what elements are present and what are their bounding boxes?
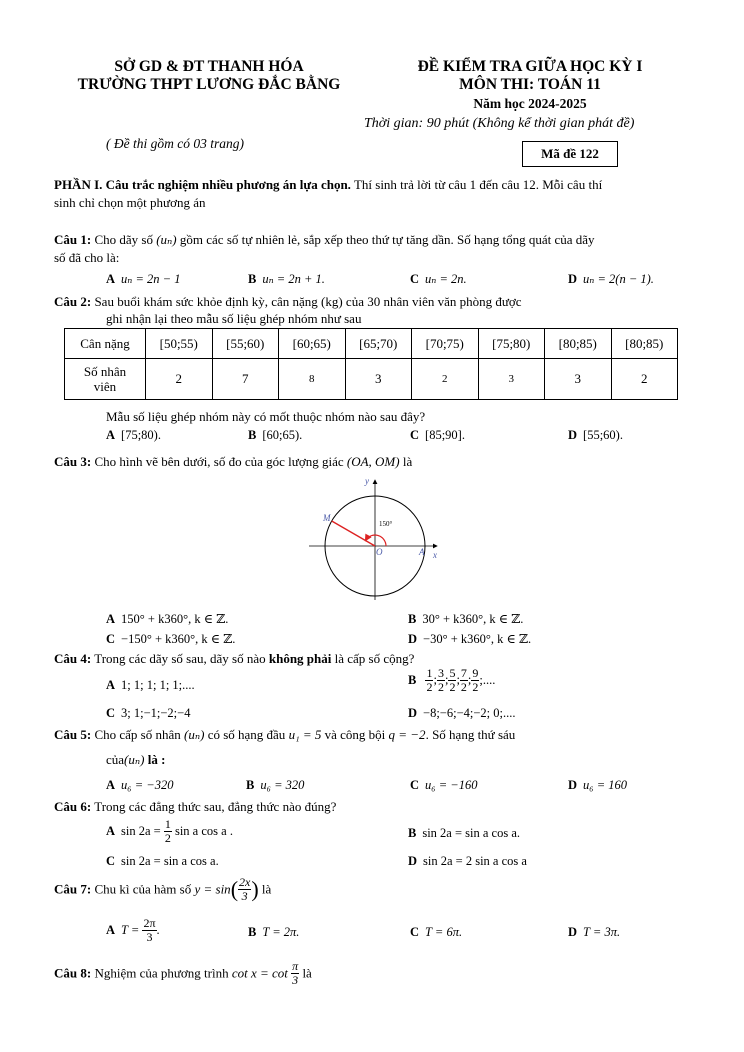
part1-line1 (54, 177, 602, 193)
numerator: 7 (460, 666, 467, 680)
numerator: 3 (437, 666, 444, 680)
school-name: TRƯỜNG THPT LƯƠNG ĐẮC BẰNG (77, 76, 341, 93)
option-d[interactable] (568, 271, 654, 287)
option-text: T = 6π. (425, 925, 463, 939)
question-text: Cho dãy số (94, 232, 153, 247)
option-c[interactable] (410, 778, 478, 793)
option-b[interactable] (248, 925, 299, 940)
option-letter: A (106, 428, 116, 442)
option-text: uₙ = 2n − 1 (121, 272, 181, 286)
question-4 (54, 651, 414, 667)
option-text: [75;80). (121, 428, 161, 442)
question-text: là : (147, 752, 166, 767)
question-text: Cho hình vẽ bên dưới, số đo của góc lượng giác (94, 454, 344, 469)
option-letter: A (106, 923, 116, 937)
label-y: y (365, 476, 369, 486)
option-text: T = (121, 923, 140, 937)
table-cell-count: 8 (279, 359, 346, 400)
exam-code-box (522, 141, 618, 167)
question-text: . Số hạng thứ sáu (425, 727, 516, 742)
denominator: 2 (437, 680, 444, 694)
label-m: M (323, 513, 331, 523)
weight-table (64, 328, 678, 400)
fraction (164, 818, 172, 845)
question-text: có số hạng đầu (207, 727, 286, 742)
denominator: 2 (460, 680, 467, 694)
option-text: sin 2a = sin a cos a. (422, 826, 520, 840)
option-letter: D (408, 854, 418, 868)
question-label: Câu 2: (54, 294, 92, 309)
table-cell-count: 3 (545, 359, 612, 400)
sequence-symbol: (uₙ) (184, 727, 205, 742)
option-text: u₆ = −320 (121, 778, 174, 792)
part1-instruction-2: sinh chỉ chọn một phương án (54, 195, 206, 210)
label-o: O (376, 547, 383, 557)
option-letter: A (106, 678, 116, 692)
option-text: u₆ = 160 (583, 778, 628, 792)
table-header-count-2: viên (93, 379, 117, 394)
option-text: −30° + k360°, k ∈ ℤ. (423, 632, 532, 646)
question-text: Chu kì của hàm số (94, 881, 192, 897)
option-text: −150° + k360°, k ∈ ℤ. (121, 632, 236, 646)
question-text: là (261, 881, 272, 897)
question-text: của (106, 752, 125, 767)
option-text: uₙ = 2n + 1. (262, 272, 325, 286)
option-letter: D (408, 632, 418, 646)
angle-label: 150° (379, 520, 393, 528)
option-d[interactable] (408, 706, 515, 721)
question-emphasis: không phải (268, 651, 332, 666)
option-text: T = 2π. (262, 925, 300, 939)
option-letter: C (410, 925, 420, 939)
question-text: là (402, 454, 413, 469)
question-text: là cấp số cộng? (331, 651, 415, 666)
option-letter: C (410, 272, 420, 286)
option-a[interactable] (106, 778, 174, 793)
option-b[interactable] (408, 611, 523, 627)
table-cell-count: 3 (478, 359, 545, 400)
table-cell-group: [55;60) (212, 329, 279, 359)
fraction (460, 667, 468, 694)
option-text: [85;90]. (425, 428, 465, 442)
right-paren: ) (251, 876, 259, 902)
question-label: Câu 6: (54, 799, 92, 814)
exam-code: Mã đề 122 (541, 146, 599, 161)
option-d[interactable] (568, 428, 623, 443)
option-letter: B (408, 612, 417, 626)
fraction (238, 876, 251, 903)
option-letter: C (106, 706, 116, 720)
question-text: và công bội (324, 727, 386, 742)
option-letter: D (568, 778, 578, 792)
department-name: SỞ GD & ĐT THANH HÓA (114, 58, 304, 75)
option-text: . (156, 923, 160, 937)
numerator: 9 (472, 666, 479, 680)
option-text: u₆ = 320 (260, 778, 305, 792)
fraction (425, 667, 433, 694)
question-1-cont: số đã cho là: (54, 250, 120, 265)
question-5 (54, 727, 515, 743)
option-b[interactable]: B $\frac{1}{2}$ ; $\frac{3}{2}$ ; $\frac{5}{2}$ ; $\frac{7}{2}$ ; $\frac{9}{2}$ ;.... (408, 666, 496, 694)
option-b[interactable] (408, 826, 520, 841)
radius-om (332, 521, 375, 546)
question-1 (54, 232, 595, 248)
question-2-prompt: Mẫu số liệu ghép nhóm này có mốt thuộc nhóm nào sau đây? (106, 409, 426, 424)
option-text: [55;60). (583, 428, 623, 442)
option-text: sin 2a = 2 sin a cos a (423, 854, 527, 868)
exam-subject: MÔN THI: TOÁN 11 (459, 76, 601, 93)
option-text: 30° + k360°, k ∈ ℤ. (422, 612, 524, 626)
option-text: sin 2a = sin a cos a. (121, 854, 219, 868)
option-letter: C (410, 778, 420, 792)
option-text: [60;65). (262, 428, 303, 442)
option-text: T = 3π. (583, 925, 621, 939)
fraction (142, 917, 156, 944)
table-header-weight: Cân nặng (65, 329, 146, 359)
numerator: π (292, 959, 299, 973)
question-text: là (302, 965, 312, 981)
numerator: 1 (426, 666, 433, 680)
option-c[interactable] (410, 925, 462, 940)
option-d[interactable] (568, 778, 627, 793)
table-cell-group: [60;65) (279, 329, 346, 359)
denominator: 2 (426, 680, 433, 694)
fraction (437, 667, 445, 694)
option-letter: B (408, 673, 417, 687)
denominator: 2 (449, 680, 456, 694)
option-letter: B (248, 428, 257, 442)
question-3 (54, 454, 412, 470)
table-cell-count: 2 (412, 359, 479, 400)
option-text: 150° + k360°, k ∈ ℤ. (121, 612, 229, 626)
angle-notation: (OA, OM) (346, 454, 400, 469)
question-text: Cho cấp số nhân (94, 727, 181, 742)
question-8 (54, 960, 312, 987)
table-cell-count: 2 (611, 359, 678, 400)
first-term: u₁ = 5 (288, 727, 322, 742)
question-6 (54, 799, 336, 815)
option-letter: D (568, 428, 578, 442)
exam-duration: Thời gian: 90 phút (Không kể thời gian phát đề) (364, 116, 635, 131)
fraction (291, 960, 299, 987)
option-c[interactable] (410, 428, 465, 443)
table-cell-group: [75;80) (478, 329, 545, 359)
option-a[interactable] (106, 428, 161, 443)
option-text: uₙ = 2(n − 1). (583, 272, 654, 286)
option-d[interactable] (568, 925, 620, 940)
table-cell-group: [65;70) (345, 329, 412, 359)
question-text: Trong các dãy số sau, dãy số nào (94, 651, 269, 666)
table-cell-group: [70;75) (412, 329, 479, 359)
question-7 (54, 876, 271, 903)
question-text: gồm các số tự nhiên lẻ, sắp xếp theo thứ tự tăng dần. Số hạng tổng quát của dãy (179, 232, 595, 247)
school-year: Năm học 2024-2025 (473, 96, 587, 111)
table-cell-group: [50;55) (146, 329, 213, 359)
denominator: 3 (292, 973, 299, 987)
option-b[interactable] (248, 428, 302, 443)
option-letter: A (106, 272, 116, 286)
option-d[interactable] (408, 631, 531, 647)
denominator: 3 (241, 889, 248, 903)
option-d[interactable] (408, 854, 527, 869)
table-cell-count: 3 (345, 359, 412, 400)
function-text: y = sin (194, 881, 231, 897)
numerator: 5 (449, 666, 456, 680)
option-letter: C (106, 854, 116, 868)
question-label: Câu 8: (54, 965, 92, 981)
option-letter: C (410, 428, 420, 442)
table-cell-count: 2 (146, 359, 213, 400)
option-text: sin a cos a . (174, 824, 233, 838)
denominator: 3 (146, 930, 153, 944)
equation-text: cot x = cot (231, 965, 288, 981)
question-2 (54, 294, 522, 310)
option-a[interactable] (106, 818, 233, 845)
question-2-cont: ghi nhận lại theo mẫu số liệu ghép nhóm như sau (106, 311, 362, 326)
question-text: Nghiệm của phương trình (94, 965, 229, 981)
option-text: 1; 1; 1; 1; 1;.... (121, 678, 195, 692)
option-c[interactable] (106, 854, 219, 869)
table-cell-count: 7 (212, 359, 279, 400)
table-cell-group: [80;85) (611, 329, 678, 359)
fraction (448, 667, 456, 694)
option-text: 3; 1;−1;−2;−4 (121, 706, 191, 720)
pages-note: ( Đề thi gồm có 03 trang) (106, 136, 244, 151)
table-header-count-1: Số nhân (83, 364, 127, 379)
option-text: −8;−6;−4;−2; 0;.... (423, 706, 516, 720)
option-b[interactable] (248, 271, 325, 287)
question-label: Câu 5: (54, 727, 92, 742)
option-letter: C (106, 632, 116, 646)
option-text: sin 2a = (121, 824, 161, 838)
unit-circle-figure (305, 474, 465, 604)
question-label: Câu 7: (54, 881, 92, 897)
angle-arc (366, 535, 387, 546)
option-letter: B (408, 826, 417, 840)
option-a[interactable] (106, 611, 228, 627)
option-text-tail: ;.... (479, 673, 496, 687)
option-letter: D (568, 925, 578, 939)
option-letter: A (106, 612, 116, 626)
common-ratio: q = −2 (388, 727, 426, 742)
label-x: x (433, 550, 437, 560)
question-text: Sau buổi khám sức khỏe định kỳ, cân nặng (kg) của 30 nhân viên văn phòng được (94, 294, 522, 309)
numerator: 1 (164, 817, 171, 831)
part1-instruction-1: Thí sinh trả lời từ câu 1 đến câu 12. Mỗi câu thí (350, 177, 603, 192)
option-text: uₙ = 2n. (425, 272, 467, 286)
option-letter: B (248, 272, 257, 286)
question-label: Câu 4: (54, 651, 92, 666)
table-header-count (65, 359, 146, 400)
option-c[interactable] (106, 706, 190, 721)
option-c[interactable] (410, 271, 467, 287)
option-letter: A (106, 824, 116, 838)
option-a[interactable] (106, 271, 180, 287)
denominator: 2 (164, 831, 171, 845)
option-letter: B (248, 925, 257, 939)
sequence-symbol: (uₙ) (124, 752, 145, 767)
option-letter: D (408, 706, 418, 720)
numerator: 2π (143, 916, 156, 930)
question-5-cont (106, 752, 165, 768)
option-text: u₆ = −160 (425, 778, 478, 792)
option-b[interactable] (246, 778, 304, 793)
left-paren: ( (230, 876, 239, 902)
numerator: 2x (239, 875, 251, 889)
option-a[interactable] (106, 917, 160, 944)
option-letter: B (246, 778, 255, 792)
question-label: Câu 3: (54, 454, 92, 469)
option-c[interactable] (106, 631, 235, 647)
sequence-symbol: (uₙ) (156, 232, 177, 247)
exam-title: ĐỀ KIỂM TRA GIỮA HỌC KỲ I (417, 58, 643, 75)
label-a: A (419, 547, 425, 557)
denominator: 2 (472, 680, 479, 694)
question-text: Trong các đẳng thức sau, đẳng thức nào đúng? (94, 799, 337, 814)
part1-title: PHẦN I. Câu trắc nghiệm nhiều phương án lựa chọn. (54, 177, 351, 192)
option-a[interactable] (106, 678, 195, 693)
option-letter: A (106, 778, 116, 792)
question-label: Câu 1: (54, 232, 92, 247)
table-cell-group: [80;85) (545, 329, 612, 359)
option-letter: D (568, 272, 578, 286)
